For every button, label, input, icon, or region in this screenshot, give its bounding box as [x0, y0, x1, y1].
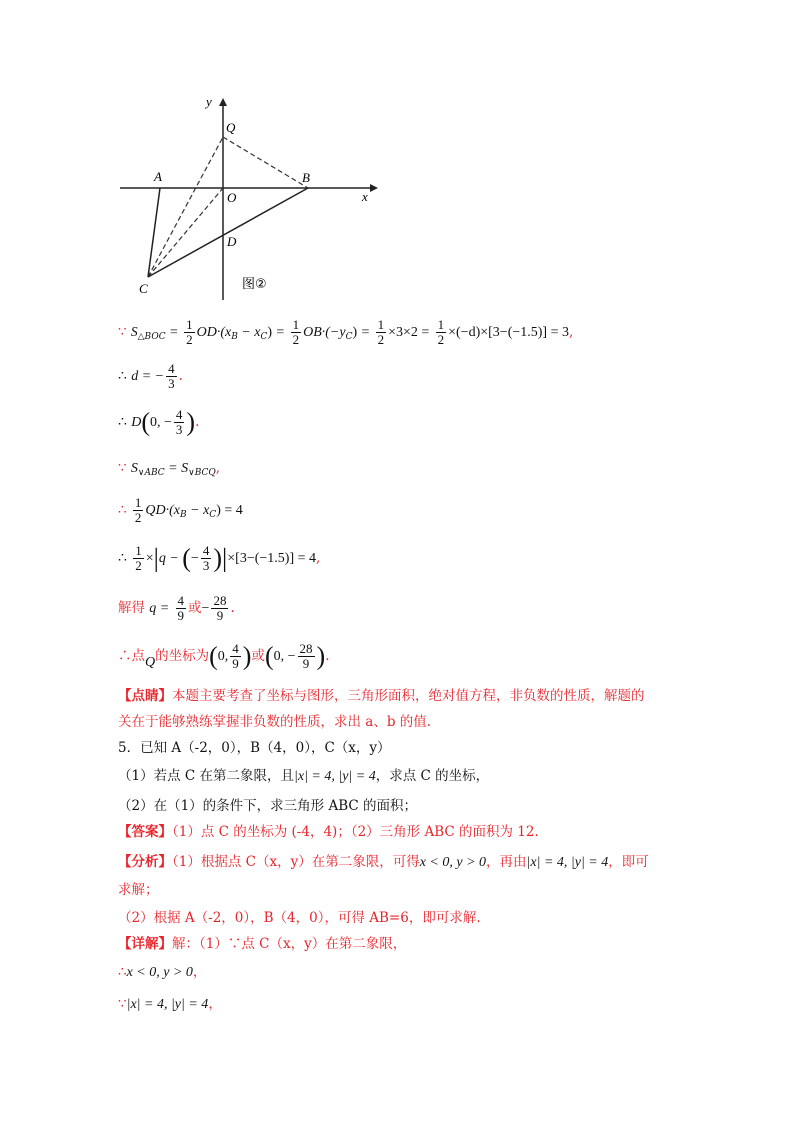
detail-line-2: [118, 962, 206, 983]
punct: .: [178, 368, 183, 384]
expr: x < 0, y > 0: [419, 855, 487, 870]
den: 2: [135, 558, 142, 573]
therefore-symbol: ∴: [118, 502, 127, 518]
problem-5-part-2: [118, 796, 417, 816]
expr: x < 0, y > 0: [126, 965, 193, 980]
equation-area-equal: [118, 458, 220, 483]
text: （1）根据点 C（x，y）在第二象限，可得: [172, 854, 420, 870]
expr: ×: [145, 551, 154, 566]
label-b: B: [302, 170, 310, 185]
analysis-line-3: [118, 908, 481, 928]
therefore-symbol: ∴: [118, 415, 127, 430]
fraction: [133, 544, 144, 573]
equation-abs: ∴ $\frac{1}{2}$ ×|q − (− $\frac{4}{3}$ )|×[3−(−1.5)] = 4,: [118, 543, 321, 573]
num: 1: [134, 495, 142, 510]
den: 2: [134, 510, 142, 525]
expr: 0, −: [273, 649, 296, 664]
text: 或: [251, 648, 265, 664]
text: 关在于能够熟练掌握非负数的性质，求出 a、b 的值.: [118, 714, 432, 730]
num: 4: [175, 407, 183, 422]
expr: ×(−d)×[3−(−1.5)] = 3: [448, 325, 569, 340]
num: 4: [232, 641, 239, 656]
fraction: [211, 594, 228, 623]
text: 解得: [118, 600, 145, 616]
text: 求解；: [118, 882, 159, 898]
because-symbol: ∵: [118, 460, 127, 476]
label-a: A: [154, 169, 162, 184]
detail-line-3: [118, 994, 222, 1015]
subscript: ∨ABC: [137, 468, 165, 478]
fraction: [176, 594, 187, 623]
num: 1: [292, 317, 300, 332]
den: 3: [202, 558, 210, 573]
eq-sign: =: [361, 325, 370, 340]
expr: |x| = 4, |y| = 4: [126, 997, 209, 1012]
text: 解：（1）∵点 C（x，y）在第二象限，: [172, 936, 407, 952]
tag: 【详解】: [118, 936, 172, 952]
den: 9: [177, 608, 185, 623]
fraction: [201, 544, 212, 573]
expr: −: [201, 601, 210, 616]
label-y: y: [206, 94, 212, 109]
subscript: ∨BCQ: [188, 468, 216, 478]
figure-caption: 图②: [242, 277, 267, 292]
eq-sign: =: [276, 325, 285, 340]
label-x: x: [362, 189, 368, 204]
label-d: D: [227, 234, 237, 249]
den: 9: [302, 656, 310, 671]
problem-5-title: [118, 738, 391, 758]
den: 9: [216, 608, 224, 623]
point-q-coordinates: ∴点Q的坐标为(0, $\frac{4}{9}$ )或(0, − $\frac{28}{9}$ ).: [118, 641, 330, 671]
text: 的坐标为: [155, 648, 210, 664]
subscript: △BOC: [137, 332, 166, 342]
expr: ): [267, 325, 273, 340]
text: （1）若点 C 在第二象限，且: [118, 768, 295, 784]
text: 5．已知 A（-2，0），B（4，0），C（x，y）: [118, 740, 391, 756]
solution-q: [118, 594, 235, 623]
expr: |x| = 4, |y| = 4: [294, 769, 376, 784]
expr: q −: [158, 551, 183, 566]
num: 28: [299, 641, 313, 656]
expr: OD·(x: [196, 325, 232, 340]
analysis-line-1: [118, 852, 649, 873]
equation-point-d: ∴ D(0, − $\frac{4}{3}$ ).: [118, 407, 200, 437]
num: 4: [177, 593, 185, 608]
text: 或: [188, 600, 202, 616]
problem-5-part-1: [118, 766, 489, 787]
answer-line: [118, 822, 539, 842]
segment-ac: [148, 188, 160, 277]
expr: QD·(x: [145, 503, 180, 518]
num: 4: [168, 361, 175, 376]
punct: ,: [316, 550, 321, 566]
expr: d = −: [131, 369, 165, 384]
num: 1: [135, 543, 142, 558]
text: （2）根据 A（-2，0），B（4，0），可得 AB=6，即可求解.: [118, 910, 481, 926]
num: 1: [377, 317, 385, 332]
expr: − x: [237, 325, 261, 340]
equation-qd: [118, 496, 243, 525]
expr: ): [352, 325, 358, 340]
subscript: B: [231, 332, 238, 342]
s-symbol: S: [130, 324, 138, 339]
den: 2: [292, 332, 300, 347]
fraction: [436, 318, 447, 347]
because-symbol: ∵: [118, 996, 127, 1012]
text: ，再由: [486, 854, 527, 870]
tag: 【答案】: [118, 824, 172, 840]
fraction: [174, 408, 185, 437]
expr: ×3×2 =: [388, 325, 430, 340]
equation-area-boc: [118, 318, 573, 347]
therefore-symbol: ∴: [118, 369, 127, 384]
label-c: C: [139, 281, 148, 296]
text: ，即可: [608, 854, 649, 870]
y-axis-arrow: [219, 98, 227, 106]
den: 3: [175, 422, 183, 437]
tag: 【点睛】: [118, 688, 172, 704]
fraction: [184, 318, 195, 347]
num: 28: [213, 593, 227, 608]
segment-qb: [223, 137, 308, 188]
expr: − x: [186, 503, 210, 518]
expr: D: [131, 415, 142, 430]
tag: 【分析】: [118, 854, 172, 870]
fraction: [230, 642, 241, 671]
subscript: C: [260, 332, 268, 342]
expr: |x| = 4, |y| = 4: [526, 855, 609, 870]
analysis-line-2: [118, 880, 159, 900]
subscript: C: [345, 332, 353, 342]
segment-co: [148, 188, 223, 277]
num: 1: [186, 317, 193, 332]
fraction: [166, 362, 177, 391]
expr: S: [130, 461, 138, 476]
comment-line-2: [118, 712, 431, 732]
eq-sign: =: [169, 325, 178, 340]
text: ∴点: [118, 648, 145, 664]
expr: q =: [149, 601, 170, 616]
punct: .: [195, 414, 200, 430]
expr: Q: [145, 655, 156, 670]
fraction: [298, 642, 315, 671]
expr: ×[3−(−1.5)] = 4: [227, 551, 316, 566]
detail-line-1: [118, 934, 406, 954]
x-axis-arrow: [370, 184, 378, 192]
punct: ，: [208, 996, 222, 1012]
den: 2: [437, 332, 445, 347]
equation-d-value: [118, 362, 183, 391]
subscript: C: [209, 510, 217, 520]
num: 4: [202, 543, 210, 558]
den: 9: [232, 656, 239, 671]
punct: ,: [215, 460, 221, 476]
therefore-symbol: ∴: [118, 964, 127, 980]
expr: 0, −: [150, 415, 172, 430]
num: 1: [437, 317, 445, 332]
comment-line-1: [118, 686, 645, 706]
expr: = S: [164, 461, 189, 476]
expr: 0,: [217, 649, 229, 664]
text: ，求点 C 的坐标，: [375, 768, 490, 784]
text: （1）点 C 的坐标为 (-4，4)；（2）三角形 ABC 的面积为 12.: [172, 824, 539, 840]
expr: ) = 4: [216, 503, 243, 518]
punct: ,: [568, 324, 574, 340]
fraction: [376, 318, 387, 347]
therefore-symbol: ∴: [118, 551, 127, 566]
text: （2）在（1）的条件下，求三角形 ABC 的面积；: [118, 798, 418, 814]
punct: ，: [192, 964, 207, 980]
punct: .: [230, 600, 235, 616]
fraction: [133, 496, 144, 525]
text: 本题主要考查了坐标与图形，三角形面积，绝对值方程，非负数的性质，解题的: [172, 688, 645, 704]
label-q: Q: [226, 120, 236, 135]
den: 2: [186, 332, 193, 347]
den: 2: [377, 332, 385, 347]
fraction: [291, 318, 302, 347]
label-o: O: [227, 190, 237, 205]
den: 3: [168, 376, 175, 391]
punct: .: [325, 648, 330, 664]
because-symbol: ∵: [118, 324, 127, 340]
expr: OB·(−y: [303, 325, 346, 340]
coordinate-figure: [112, 94, 382, 304]
subscript: B: [180, 510, 187, 520]
